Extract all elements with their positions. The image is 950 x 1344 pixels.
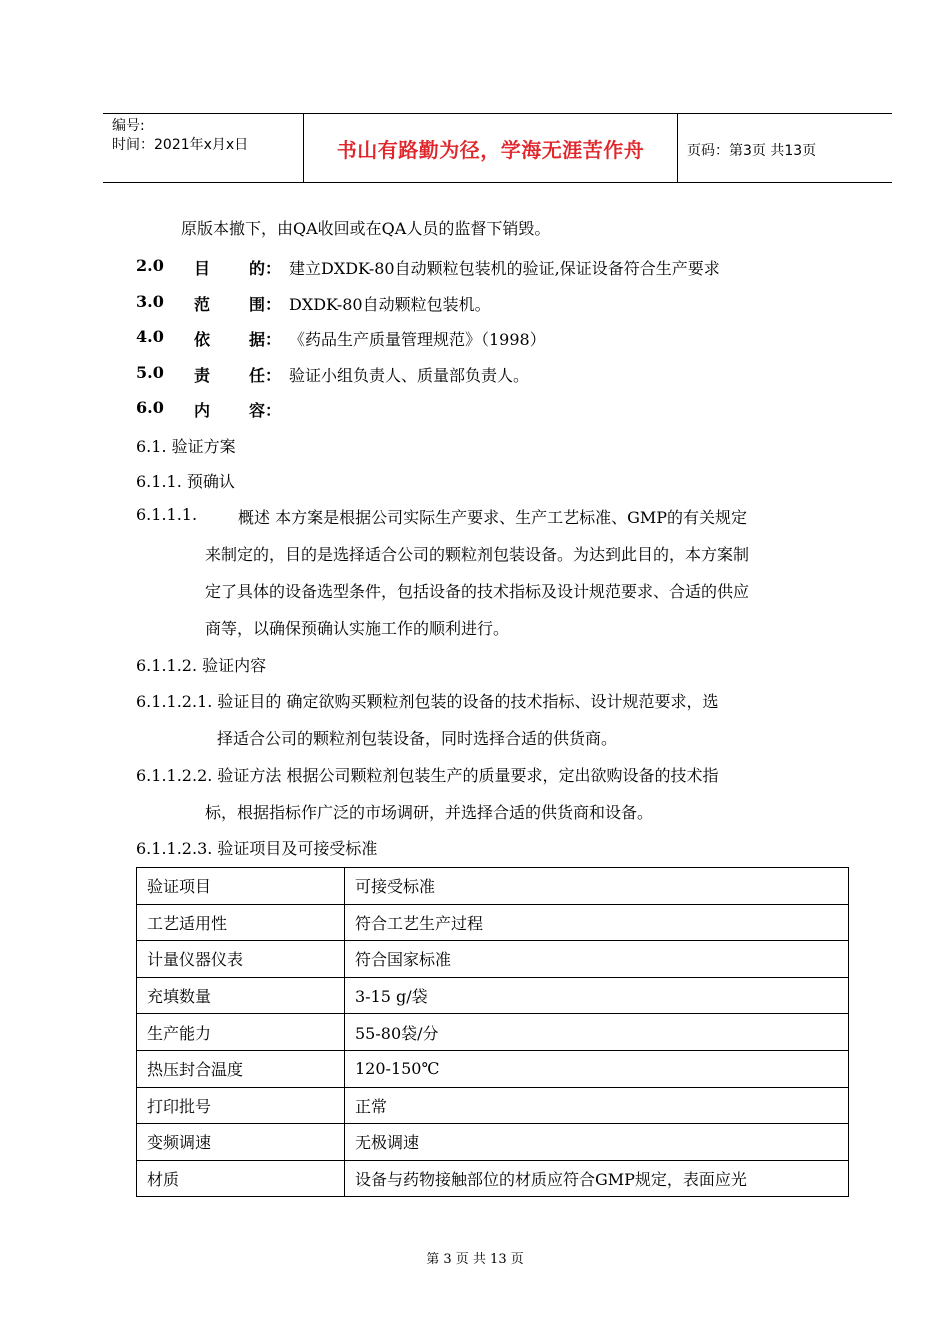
table-cell: 正常	[345, 1087, 849, 1124]
section-text: 《药品生产质量管理规范》（1998）	[289, 330, 546, 349]
paragraph-6-1-1-2-1-line: 6.1.1.2.1. 验证目的 确定欲购买颗粒剂包装的设备的技术指标、设计规范要求，选	[136, 692, 719, 711]
table-cell: 工艺适用性	[137, 904, 345, 941]
document-time-label: 时间：2021年x月x日	[112, 137, 249, 153]
table-row	[137, 1160, 849, 1197]
section-label-char: 内	[194, 401, 211, 420]
header-motto: 书山有路勤为径，学海无涯苦作舟	[336, 138, 645, 162]
acceptance-criteria-table	[136, 867, 849, 1197]
heading-6-1: 6.1. 验证方案	[136, 437, 236, 456]
table-cell: 符合国家标准	[345, 941, 849, 978]
table-cell: 材质	[137, 1160, 345, 1197]
table-cell: 符合工艺生产过程	[345, 904, 849, 941]
section-text: 建立DXDK-80自动颗粒包装机的验证,保证设备符合生产要求	[289, 259, 720, 278]
section-label-char: 依	[194, 330, 211, 349]
paragraph-6-1-1-2-1-line: 择适合公司的颗粒剂包装设备，同时选择合适的供货商。	[217, 729, 618, 748]
table-cell: 55-80袋/分	[345, 1014, 849, 1051]
table-row	[137, 1087, 849, 1124]
paragraph-6-1-1-1-line: 概述 本方案是根据公司实际生产要求、生产工艺标准、GMP的有关规定	[238, 508, 748, 527]
table-row	[137, 977, 849, 1014]
paragraph-6-1-1-2-2-line: 标，根据指标作广泛的市场调研，并选择合适的供货商和设备。	[205, 803, 654, 822]
table-row	[137, 941, 849, 978]
document-number-label: 编号:	[112, 118, 145, 134]
header-divider	[677, 114, 678, 182]
table-cell: 变频调速	[137, 1124, 345, 1161]
heading-6-1-1-2: 6.1.1.2. 验证内容	[136, 656, 267, 675]
table-cell: 计量仪器仪表	[137, 941, 345, 978]
section-label-char: 责	[194, 366, 211, 385]
table-cell: 充填数量	[137, 977, 345, 1014]
table-cell: 120-150℃	[345, 1050, 849, 1087]
section-label-char: 范	[194, 295, 211, 314]
intro-line: 原版本撤下，由QA收回或在QA人员的监督下销毁。	[181, 219, 551, 238]
document-header	[103, 113, 892, 183]
table-cell: 设备与药物接触部位的材质应符合GMP规定，表面应光	[345, 1160, 849, 1197]
section-label-char: 围：	[249, 295, 282, 314]
table-cell: 生产能力	[137, 1014, 345, 1051]
table-cell: 可接受标准	[345, 868, 849, 905]
section-text: 验证小组负责人、质量部负责人。	[289, 366, 530, 385]
paragraph-6-1-1-1-line: 定了具体的设备选型条件，包括设备的技术指标及设计规范要求、合适的供应	[205, 582, 750, 601]
section-label-char: 的：	[249, 259, 282, 278]
table-row	[137, 1050, 849, 1087]
heading-6-1-1: 6.1.1. 预确认	[136, 472, 235, 491]
header-meta	[112, 117, 248, 155]
table-row	[137, 1014, 849, 1051]
section-label-char: 据：	[249, 330, 282, 349]
table-cell: 3-15 g/袋	[345, 977, 849, 1014]
table-cell: 无极调速	[345, 1124, 849, 1161]
section-number: 2.0	[136, 256, 164, 275]
section-text: DXDK-80自动颗粒包装机。	[289, 295, 491, 314]
table-cell: 热压封合温度	[137, 1050, 345, 1087]
section-label-char: 任：	[249, 366, 282, 385]
table-row	[137, 1124, 849, 1161]
section-number: 3.0	[136, 292, 164, 311]
section-number: 5.0	[136, 363, 164, 382]
paragraph-6-1-1-1-line: 商等，以确保预确认实施工作的顺利进行。	[205, 619, 510, 638]
page-footer: 第 3 页 共 13 页	[426, 1252, 524, 1267]
section-label-char: 容：	[249, 401, 282, 420]
section-label-char: 目	[194, 259, 211, 278]
heading-6-1-1-2-3: 6.1.1.2.3. 验证项目及可接受标准	[136, 839, 378, 858]
table-cell: 打印批号	[137, 1087, 345, 1124]
paragraph-6-1-1-2-2-line: 6.1.1.2.2. 验证方法 根据公司颗粒剂包装生产的质量要求，定出欲购设备的技术指	[136, 766, 719, 785]
heading-6-1-1-1-number: 6.1.1.1.	[136, 505, 198, 524]
table-row	[137, 904, 849, 941]
section-number: 4.0	[136, 327, 164, 346]
header-page-label: 页码：第3页 共13页	[687, 143, 817, 159]
section-number: 6.0	[136, 398, 164, 417]
table-cell: 验证项目	[137, 868, 345, 905]
paragraph-6-1-1-1-line: 来制定的，目的是选择适合公司的颗粒剂包装设备。为达到此目的，本方案制	[205, 545, 750, 564]
table-row	[137, 868, 849, 905]
